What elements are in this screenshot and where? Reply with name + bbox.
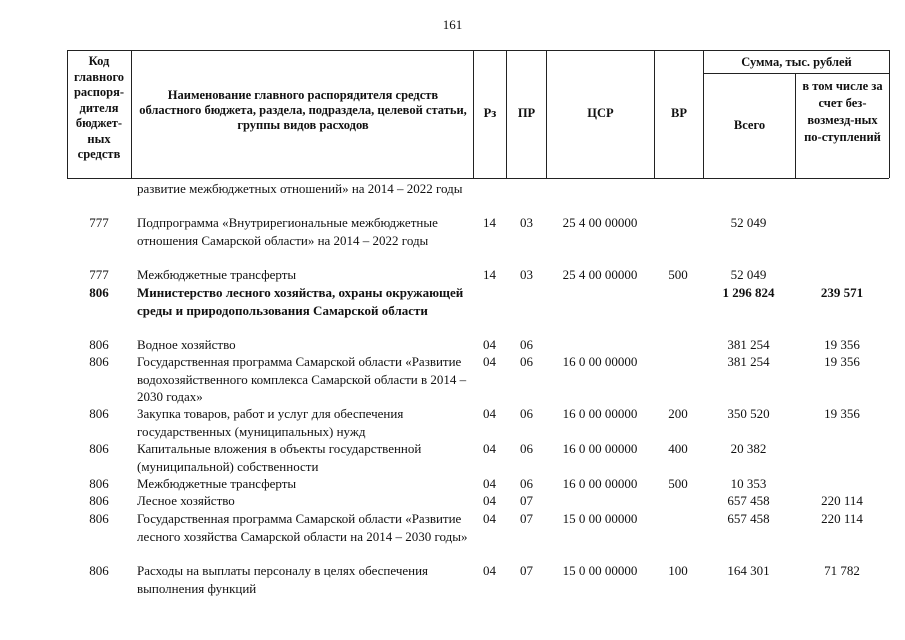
row-code: 806	[89, 337, 109, 352]
row-vr: 200	[668, 406, 688, 421]
row-total: 52 049	[730, 267, 767, 282]
row-csr: 25 4 00 00000	[562, 215, 638, 230]
row-gratuitous: 239 571	[820, 285, 864, 300]
header-rz: Рз	[483, 106, 497, 120]
row-rz: 04	[483, 493, 496, 508]
row-gratuitous: 19 356	[824, 406, 860, 421]
row-code: 806	[89, 476, 109, 491]
col-border-8	[889, 50, 890, 178]
row-total: 381 254	[727, 354, 770, 369]
row-name: Государственная программа Самарской области «Развитие лесного хозяйства Самарской области на 2014 – 2030 годы»	[137, 511, 468, 544]
row-csr: 15 0 00 00000	[562, 563, 638, 578]
row-code: 806	[89, 563, 109, 578]
header-gratuitous: в том числе за счет без-возмезд-ных по-ступлений	[802, 79, 883, 144]
row-name: Министерство лесного хозяйства, охраны окружающей среды и природопользования Самарской области	[137, 285, 464, 318]
row-gratuitous: 19 356	[824, 354, 860, 369]
row-total: 52 049	[730, 215, 767, 230]
row-pr: 03	[520, 215, 533, 230]
row-name: Межбюджетные трансферты	[137, 476, 297, 491]
row-csr: 25 4 00 00000	[562, 267, 638, 282]
header-csr: ЦСР	[587, 106, 614, 120]
row-vr: 500	[668, 267, 688, 282]
row-name: Расходы на выплаты персоналу в целях обеспечения выполнения функций	[137, 563, 429, 596]
row-code: 806	[89, 285, 109, 300]
row-name: Водное хозяйство	[137, 337, 236, 352]
row-pr: 03	[520, 267, 533, 282]
header-bottom-border	[67, 178, 889, 179]
row-rz: 04	[483, 441, 496, 456]
row-csr: 16 0 00 00000	[562, 354, 638, 369]
row-gratuitous: 220 114	[821, 511, 863, 526]
row-pr: 06	[520, 476, 533, 491]
row-total: 164 301	[727, 563, 770, 578]
row-total: 1 296 824	[722, 285, 775, 300]
row-code: 806	[89, 493, 109, 508]
row-name: Государственная программа Самарской области «Развитие водохозяйственного комплекса Самарской области в 2014 – 2030 годах»	[137, 354, 467, 404]
row-code: 806	[89, 406, 109, 421]
row-pr: 06	[520, 354, 533, 369]
row-code: 806	[89, 511, 109, 526]
row-rz: 04	[483, 563, 496, 578]
row-name: Межбюджетные трансферты	[137, 267, 297, 282]
row-rz: 04	[483, 354, 496, 369]
row-csr: 16 0 00 00000	[562, 441, 638, 456]
row-rz: 04	[483, 337, 496, 352]
row-name: Капитальные вложения в объекты государственной (муниципальной) собственности	[137, 441, 422, 474]
row-vr: 500	[668, 476, 688, 491]
row-vr: 100	[668, 563, 688, 578]
header-code: Код главного распоря-дителя бюджет-ных средств	[73, 54, 125, 161]
row-pr: 06	[520, 441, 533, 456]
row-rz: 04	[483, 476, 496, 491]
row-total: 657 458	[727, 511, 770, 526]
row-total: 350 520	[727, 406, 770, 421]
row-code: 806	[89, 441, 109, 456]
row-code: 777	[89, 267, 109, 282]
row-name: развитие межбюджетных отношений» на 2014 – 2022 годы	[137, 181, 463, 196]
row-vr: 400	[668, 441, 688, 456]
row-rz: 04	[483, 406, 496, 421]
row-name: Лесное хозяйство	[137, 493, 235, 508]
row-csr: 16 0 00 00000	[562, 406, 638, 421]
header-vr: ВР	[671, 106, 687, 120]
row-pr: 07	[520, 511, 533, 526]
row-pr: 07	[520, 563, 533, 578]
header-top-border	[67, 50, 889, 51]
header-pr: ПР	[517, 106, 536, 120]
row-gratuitous: 71 782	[824, 563, 860, 578]
sum-subheader-border	[703, 73, 889, 74]
col-border-7	[795, 73, 796, 178]
row-code: 777	[89, 215, 109, 230]
row-csr: 15 0 00 00000	[562, 511, 638, 526]
row-total: 10 353	[730, 476, 767, 491]
row-code: 806	[89, 354, 109, 369]
row-total: 20 382	[730, 441, 767, 456]
row-rz: 14	[483, 215, 496, 230]
col-border-1	[131, 50, 132, 178]
row-name: Подпрограмма «Внутрирегиональные межбюджетные отношения Самарской области» на 2014 – 2022 годы	[137, 215, 438, 248]
row-pr: 07	[520, 493, 533, 508]
row-rz: 04	[483, 511, 496, 526]
row-total: 381 254	[727, 337, 770, 352]
row-gratuitous: 220 114	[821, 493, 863, 508]
header-sum: Сумма, тыс. рублей	[741, 55, 852, 69]
row-csr: 16 0 00 00000	[562, 476, 638, 491]
row-gratuitous: 19 356	[824, 337, 860, 352]
row-pr: 06	[520, 337, 533, 352]
row-rz: 14	[483, 267, 496, 282]
header-name: Наименование главного распорядителя средств областного бюджета, раздела, подраздела, целевой статьи, группы видов расходов	[139, 88, 467, 132]
row-total: 657 458	[727, 493, 770, 508]
row-pr: 06	[520, 406, 533, 421]
row-name: Закупка товаров, работ и услуг для обеспечения государственных (муниципальных) нужд	[137, 406, 404, 439]
header-total: Всего	[733, 118, 766, 132]
page-number: 161	[442, 17, 463, 32]
